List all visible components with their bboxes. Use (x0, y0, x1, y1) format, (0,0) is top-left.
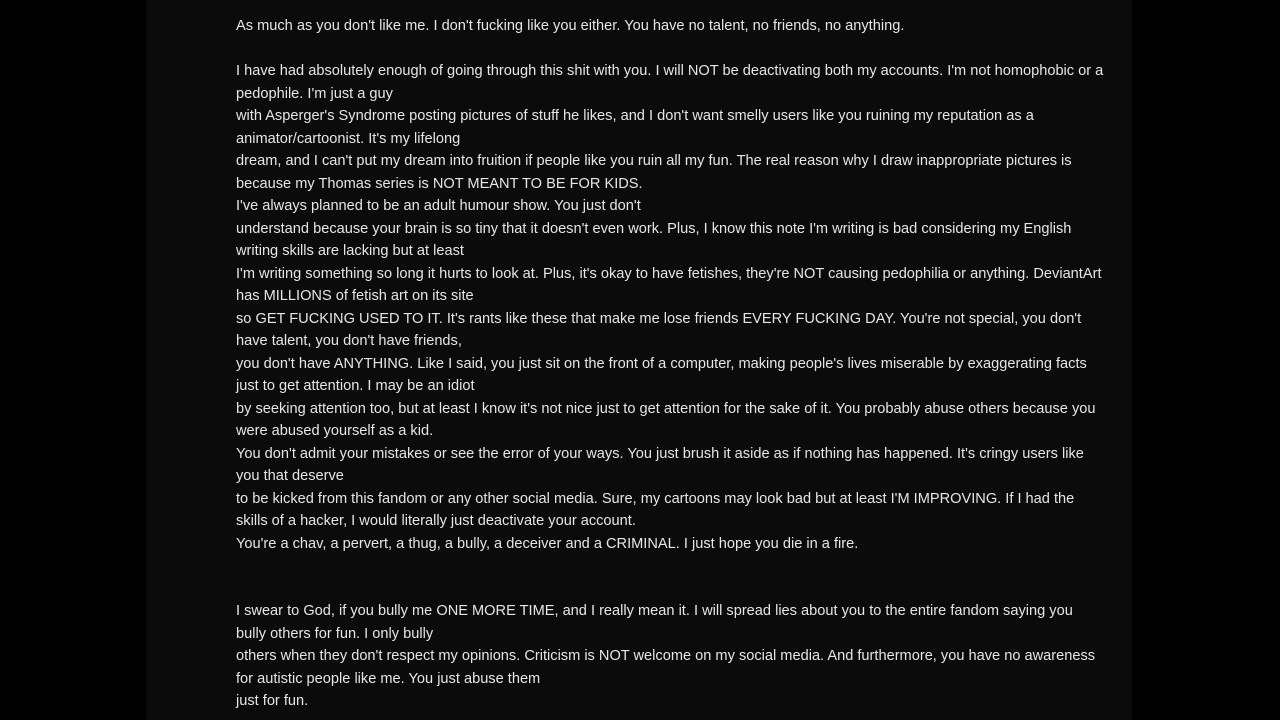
note-line: You're a chav, a pervert, a thug, a bully, a deceiver and a CRIMINAL. I just hope you die in a fire. (236, 535, 859, 552)
note-line: others when they don't respect my opinions. Criticism is NOT welcome on my social media. And furthermore, you have no awareness for autistic people like me. You just abuse them (236, 648, 1100, 687)
blank-line (236, 38, 1106, 61)
note-line: dream, and I can't put my dream into fruition if people like you ruin all my fun. The real reason why I draw inappropriate pictures is because my Thomas series is NOT MEANT TO BE FOR KIDS. (236, 153, 1076, 192)
note-line: by seeking attention too, but at least I know it's not nice just to get attention for the sake of it. You probably abuse others because you were abused yourself as a kid. (236, 400, 1100, 439)
note-line: with Asperger's Syndrome posting pictures of stuff he likes, and I don't want smelly users like you ruining my reputation as a animator/cartoonist. It's my lifelong (236, 108, 1038, 147)
note-body (236, 15, 1106, 713)
note-line: you don't have ANYTHING. Like I said, you just sit on the front of a computer, making people's lives miserable by exaggerating facts just to get attention. I may be an idiot (236, 355, 1091, 394)
note-line: I have had absolutely enough of going through this shit with you. I will NOT be deactivating both my accounts. I'm not homophobic or a pedophile. I'm just a guy (236, 63, 1108, 102)
note-line: understand because your brain is so tiny that it doesn't even work. Plus, I know this note I'm writing is bad considering my English writing skills are lacking but at least (236, 220, 1076, 259)
note-line: I've always planned to be an adult humour show. You just don't (236, 198, 641, 214)
note-line: just for fun. (236, 693, 309, 709)
note-panel (146, 0, 1132, 720)
note-line: As much as you don't like me. I don't fucking like you either. You have no talent, no friends, no anything. (236, 18, 905, 34)
note-line: so GET FUCKING USED TO IT. It's rants like these that make me lose friends EVERY FUCKING DAY. You're not special, you don't have talent, you don't have friends, (236, 310, 1086, 349)
note-line: I swear to God, if you bully me ONE MORE TIME, and I really mean it. I will spread lies about you to the entire fandom saying you bully others for fun. I only bully (236, 603, 1077, 642)
blank-line (236, 555, 1106, 600)
note-line: I'm writing something so long it hurts to look at. Plus, it's okay to have fetishes, they're NOT causing pedophilia or anything. DeviantArt has MILLIONS of fetish art on its site (236, 265, 1106, 304)
note-line: to be kicked from this fandom or any other social media. Sure, my cartoons may look bad but at least I'M IMPROVING. If I had the skills of a hacker, I would literally just deactivate your account. (236, 490, 1079, 529)
note-line: You don't admit your mistakes or see the error of your ways. You just brush it aside as if nothing has happened. It's cringy users like you that deserve (236, 445, 1088, 484)
